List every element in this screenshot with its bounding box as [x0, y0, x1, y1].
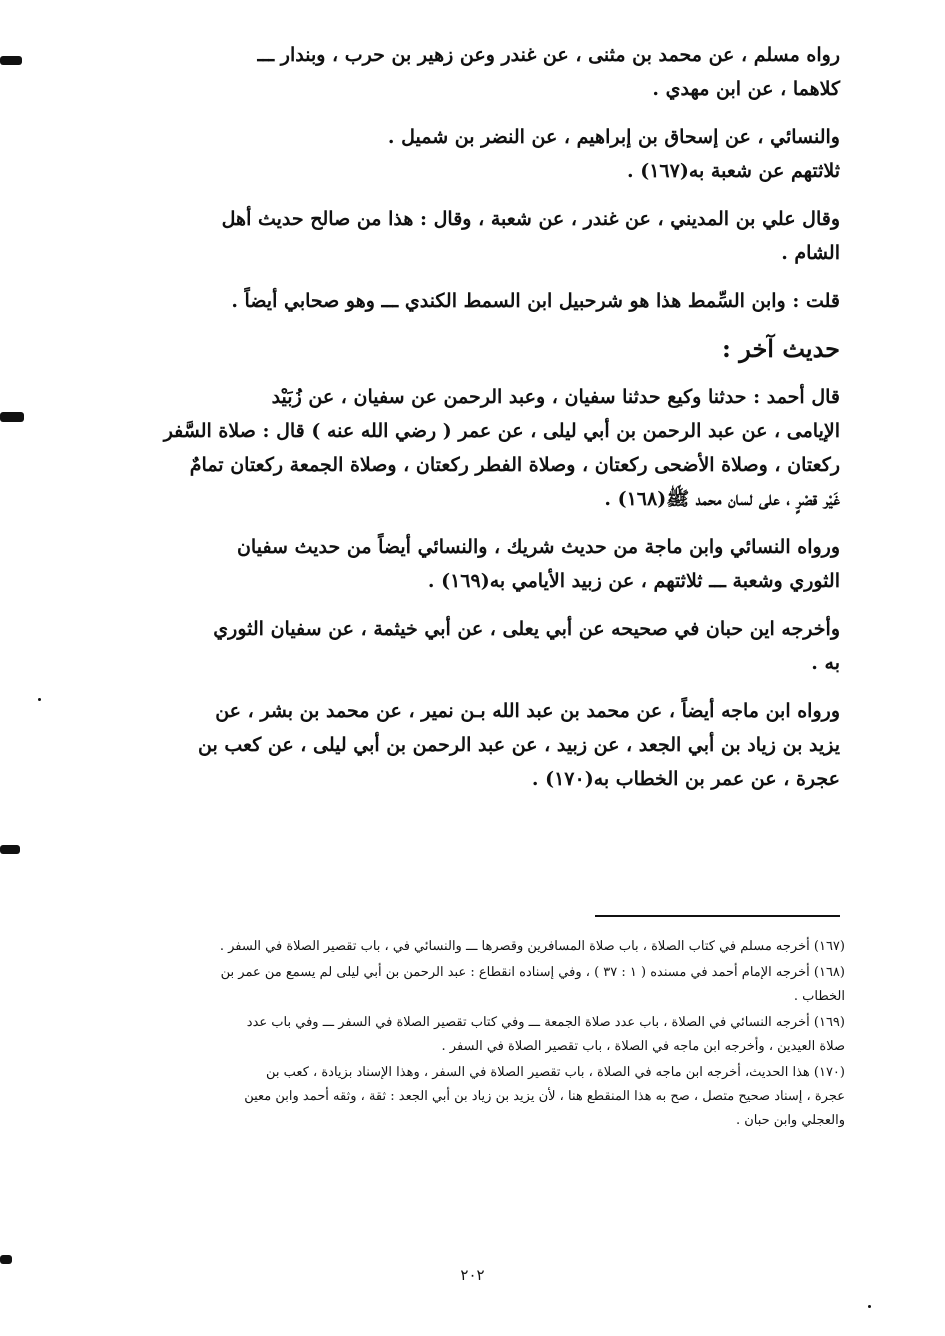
- text-line: والنسائي ، عن إسحاق بن إبراهيم ، عن النضر بن شميل .: [387, 126, 840, 148]
- text-line: ورواه النسائي وابن ماجة من حديث شريك ، والنسائي أيضاً من حديث سفيان: [236, 536, 840, 558]
- binding-mark: [0, 56, 22, 65]
- paragraph: [80, 284, 840, 318]
- binding-mark: [0, 845, 20, 854]
- text-line: ثلاثتهم عن شعبة به(١٦٧) .: [626, 160, 840, 182]
- footnote-line: عجرة ، إسناد صحيح متصل ، صح به هذا المنقطع هنا ، لأن يزيد بن زياد بن أبي الجعد : ثقة ، وثقه أحمد وابن معين: [244, 1089, 845, 1104]
- footnote-line: (١٦٩) أخرجه النسائي في الصلاة ، باب عدد صلاة الجمعة ـــ وفي كتاب تقصير الصلاة في السفر ـــ وفي باب عدد: [246, 1015, 845, 1030]
- speck: [868, 1305, 871, 1308]
- paragraph: [80, 202, 840, 270]
- paragraph: [80, 612, 840, 680]
- footnote-line: صلاة العيدين ، وأخرجه ابن ماجه في الصلاة ، باب تقصير الصلاة في السفر .: [441, 1039, 845, 1054]
- text-line: ركعتان ، وصلاة الأضحى ركعتان ، وصلاة الفطر ركعتان ، وصلاة الجمعة ركعتان تمامٌ: [189, 454, 840, 476]
- text-line: وأخرجه اين حبان في صحيحه عن أبي يعلى ، عن أبي خيثمة ، عن سفيان الثوري: [213, 618, 840, 640]
- footnote: [80, 1011, 845, 1059]
- binding-mark: [0, 412, 24, 422]
- main-text: [80, 38, 840, 810]
- text-line: كلاهما ، عن ابن مهدي .: [652, 78, 840, 100]
- footnote: [80, 935, 845, 959]
- text-line: يزيد بن زياد بن أبي الجعد ، عن زبيد ، عن عبد الرحمن بن أبي ليلى ، عن كعب بن: [198, 734, 840, 756]
- text-line: رواه مسلم ، عن محمد بن مثنى ، عن غندر وعن زهير بن حرب ، وبندار ـــ: [257, 44, 840, 66]
- text-line: به .: [811, 652, 840, 674]
- footnote-line: (١٦٧) أخرجه مسلم في كتاب الصلاة ، باب صلاة المسافرين وقصرها ـــ والنسائي في ، باب تقصير الصلاة في السفر .: [219, 939, 845, 954]
- footnote-line: (١٦٨) أخرجه الإمام أحمد في مسنده ( ١ : ٣٧ ) ، وفي إسناده انقطاع : عبد الرحمن بن أبي ليلى لم يسمع من عمر بن: [220, 965, 845, 980]
- binding-mark: [0, 1255, 12, 1264]
- text-line: الشام .: [781, 242, 840, 264]
- footnote-separator: [595, 915, 840, 917]
- paragraph: [80, 38, 840, 106]
- text-line: غَيْر قصْرٍ ، على لسان محمد ﷺ(١٦٨) .: [604, 488, 840, 510]
- speck: [38, 698, 41, 701]
- text-line: الثوري وشعبة ـــ ثلاثتهم ، عن زبيد الأيامي به(١٦٩) .: [427, 570, 840, 592]
- text-line: الإيامى ، عن عبد الرحمن بن أبي ليلى ، عن عمر ( رضي الله عنه ) قال : صلاة السَّفر: [163, 420, 840, 442]
- text-line: قلت : وابن السِّمط هذا هو شرحبيل ابن السمط الكندي ـــ وهو صحابي أيضاً .: [231, 290, 840, 312]
- text-line: ورواه ابن ماجه أيضاً ، عن محمد بن عبد الله بـن نمير ، عن محمد بن بشر ، عن: [215, 700, 840, 722]
- paragraph: [80, 120, 840, 188]
- footnote: [80, 1061, 845, 1133]
- text-line: قال أحمد : حدثنا وكيع حدثنا سفيان ، وعبد الرحمن عن سفيان ، عن زُبَيْد: [271, 386, 840, 408]
- footnote: [80, 961, 845, 1009]
- footnote-line: والعجلي وابن حبان .: [735, 1113, 845, 1128]
- text-line: عجرة ، عن عمر بن الخطاب به(١٧٠) .: [531, 768, 840, 790]
- paragraph: [80, 694, 840, 796]
- footnote-line: (١٧٠) هذا الحديث، أخرجه ابن ماجه في الصلاة ، باب تقصير الصلاة في السفر ، وهذا الإسناد بزيادة ، كعب بن: [266, 1065, 845, 1080]
- page-number: ٢٠٢: [460, 1266, 485, 1284]
- section-heading: حديث آخر :: [722, 334, 840, 363]
- paragraph: [80, 530, 840, 598]
- footnote-line: الخطاب .: [793, 989, 845, 1004]
- paragraph: [80, 380, 840, 516]
- text-line: وقال علي بن المديني ، عن غندر ، عن شعبة ، وقال : هذا من صالح حديث أهل: [221, 208, 840, 230]
- footnotes: [80, 935, 845, 1135]
